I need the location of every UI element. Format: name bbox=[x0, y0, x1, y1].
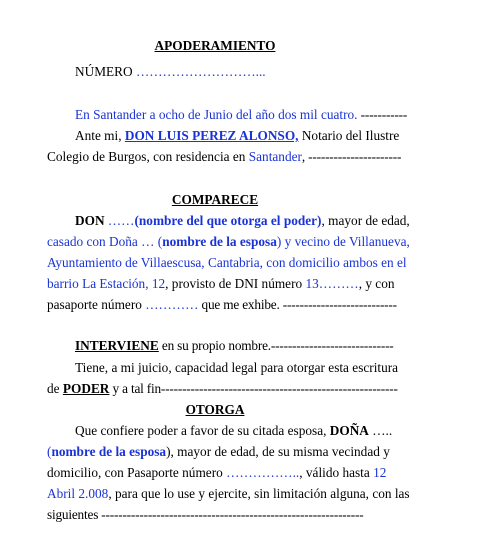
interviene-line-2: Tiene, a mi juicio, capacidad legal para otorgar esta escritura bbox=[75, 360, 399, 375]
notary-name: DON LUIS PEREZ ALONSO, bbox=[124, 128, 299, 143]
comparece-line-5 bbox=[47, 295, 397, 315]
comparece-exhibe: que me exhibe. --------------------------- bbox=[198, 297, 397, 312]
comparece-pasaporte-dots: ………… bbox=[145, 297, 199, 312]
otorga-date-day: 12 bbox=[373, 465, 387, 480]
comparece-dni-label: , provisto de DNI número bbox=[165, 276, 306, 291]
comparece-line-4 bbox=[47, 274, 395, 294]
comparece-line-3: Ayuntamiento de Villaescusa, Cantabria, con domicilio ambos en el bbox=[47, 255, 407, 270]
numero-dots: ………………………... bbox=[135, 64, 266, 79]
otorga-line-3 bbox=[47, 463, 387, 483]
otorga-domicilio: domicilio, con Pasaporte número bbox=[47, 465, 227, 480]
comparece-mayor: , mayor de edad, bbox=[321, 213, 410, 228]
otorga-date-rest: Abril 2.008 bbox=[47, 486, 109, 501]
otorga-valido: , válido hasta bbox=[299, 465, 374, 480]
interviene-line-1 bbox=[47, 336, 394, 356]
intro-city: Santander bbox=[248, 149, 302, 164]
intro-dashes-1: ----------- bbox=[357, 107, 408, 122]
intro-ante-mi: Ante mi, bbox=[75, 128, 125, 143]
interviene-tal-fin: y a tal fin-------------------------------------------------------- bbox=[109, 381, 398, 396]
otorga-heading: OTORGA bbox=[185, 402, 245, 417]
intro-colegio: Colegio de Burgos, con residencia en bbox=[47, 149, 249, 164]
intro-place-date: En Santander a ocho de Junio del año dos mil cuatro. bbox=[75, 107, 358, 122]
comparece-heading: COMPARECE bbox=[171, 192, 259, 207]
spouse-name-placeholder: nombre de la esposa bbox=[162, 234, 277, 249]
intro-dashes-3: , ---------------------- bbox=[301, 149, 402, 164]
otorga-line-4 bbox=[47, 484, 410, 504]
interviene-poder: PODER bbox=[62, 381, 110, 396]
comparece-dni: 13……… bbox=[305, 276, 359, 291]
comparece-line-1 bbox=[47, 211, 410, 231]
otorga-line-1 bbox=[47, 421, 393, 441]
otorga-spouse-placeholder: nombre de la esposa bbox=[51, 444, 167, 459]
otorga-dots: ….. bbox=[368, 423, 393, 438]
comparece-y-con: , y con bbox=[358, 276, 395, 291]
otorga-line-2 bbox=[47, 442, 390, 462]
comparece-dots: …… bbox=[104, 213, 135, 228]
intro-line-1 bbox=[47, 105, 408, 125]
interviene-heading: INTERVIENE bbox=[75, 338, 159, 353]
intro-notario: Notario del Ilustre bbox=[298, 128, 400, 143]
comparece-don: DON bbox=[75, 213, 105, 228]
interviene-text: en su propio nombre.----------------------------- bbox=[158, 338, 394, 353]
interviene-de: de bbox=[47, 381, 63, 396]
otorga-confiere: Que confiere poder a favor de su citada esposa, bbox=[75, 423, 330, 438]
numero-label: NÚMERO bbox=[75, 64, 133, 79]
comparece-pasaporte: pasaporte número bbox=[47, 297, 146, 312]
intro-line-2 bbox=[47, 126, 400, 146]
numero-line bbox=[47, 62, 383, 82]
otorga-mayor: ), mayor de edad, de su misma vecindad y bbox=[166, 444, 390, 459]
otorga-line-5: siguientes -------------------------------------------------------------- bbox=[47, 507, 364, 522]
interviene-line-3 bbox=[47, 379, 398, 399]
otorga-para-que: , para que lo use y ejercite, sin limitación alguna, con las bbox=[108, 486, 410, 501]
comparece-barrio: barrio La Estación, 12 bbox=[47, 276, 166, 291]
otorga-paren: ( bbox=[47, 444, 52, 459]
comparece-line-2 bbox=[47, 232, 410, 252]
comparece-vecino: ) y vecino de Villanueva, bbox=[276, 234, 410, 249]
grantor-name-placeholder: (nombre del que otorga el poder) bbox=[134, 213, 322, 228]
comparece-casado: casado con Doña … ( bbox=[47, 234, 163, 249]
intro-line-3 bbox=[47, 147, 402, 167]
otorga-dona: DOÑA bbox=[329, 423, 369, 438]
document-title: APODERAMIENTO bbox=[154, 38, 276, 53]
otorga-pasaporte-dots: …………….. bbox=[226, 465, 300, 480]
